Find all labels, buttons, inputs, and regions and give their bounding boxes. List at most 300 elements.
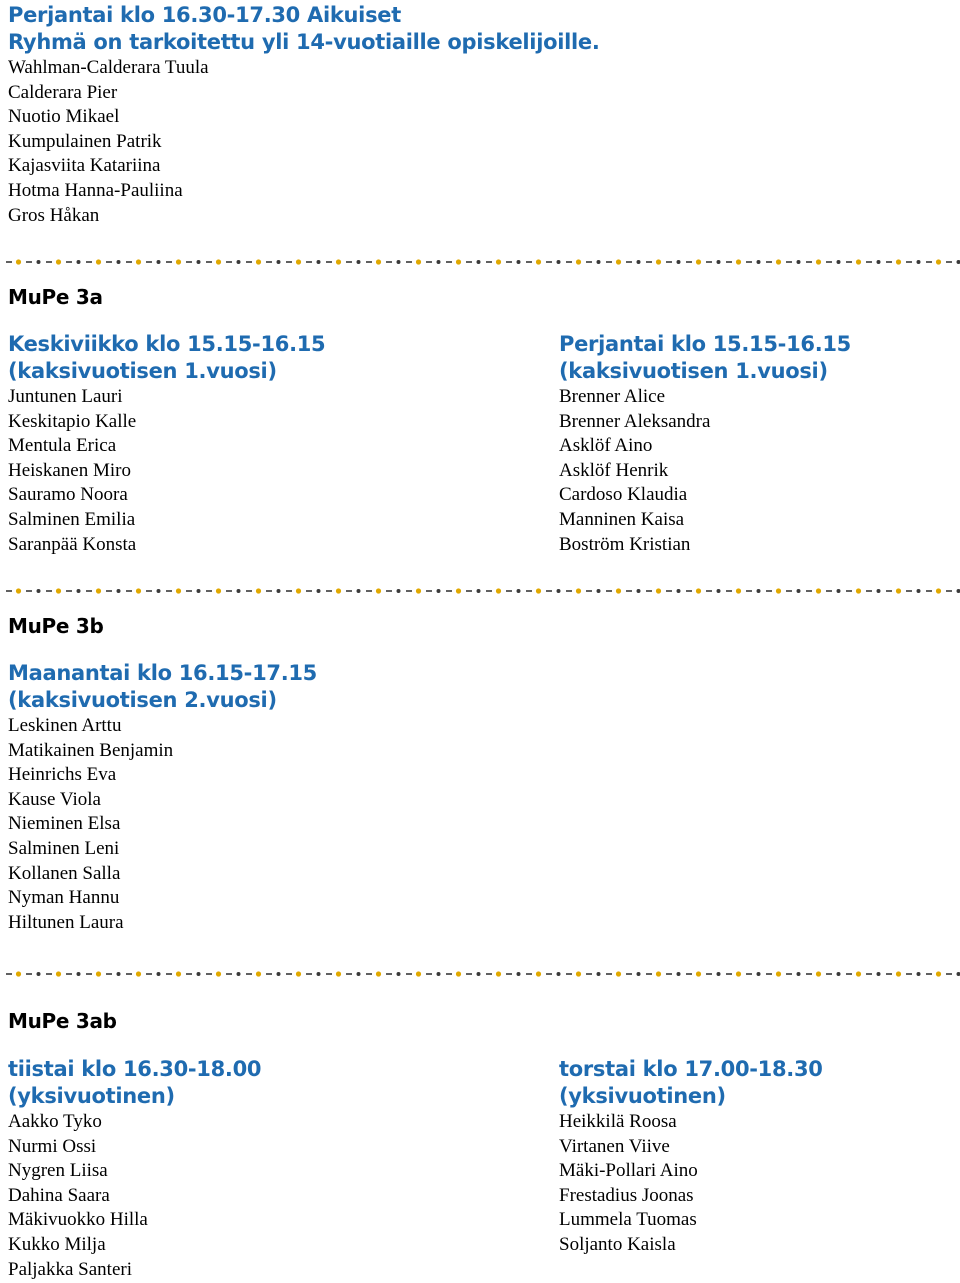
list-item: Kukko Milja (8, 1233, 106, 1255)
divider-dot (237, 260, 241, 264)
divider-dash (566, 973, 572, 975)
divider-dash (906, 973, 912, 975)
divider-dot (856, 588, 861, 593)
divider-dot (936, 259, 941, 264)
divider-dash (326, 973, 332, 975)
divider-dash (66, 261, 72, 263)
divider-dot (157, 589, 161, 593)
divider-dot (616, 971, 621, 976)
divider-dot (317, 589, 321, 593)
session-time: Maanantai klo 16.15-17.15 (8, 661, 317, 685)
divider-dash (626, 261, 632, 263)
divider-dot (496, 588, 501, 593)
divider-dot (797, 260, 801, 264)
name-list (559, 1110, 823, 1258)
divider-dash (46, 261, 52, 263)
divider-dot (357, 972, 361, 976)
divider-dash (526, 261, 532, 263)
divider-dash (786, 261, 792, 263)
list-item: Heinrichs Eva (8, 764, 117, 786)
ornamental-divider (0, 970, 960, 978)
divider-dash (46, 590, 52, 592)
list-item: Frestadius Joonas (559, 1184, 694, 1206)
divider-dot (776, 259, 781, 264)
divider-dot (637, 972, 641, 976)
list-item: Nurmi Ossi (8, 1135, 97, 1157)
divider-dash (926, 973, 932, 975)
divider-dot (136, 259, 141, 264)
divider-dash (666, 590, 672, 592)
divider-dash (286, 590, 292, 592)
list-item: Gros Håkan (8, 204, 100, 226)
list-item: Saranpää Konsta (8, 533, 137, 555)
divider-dash (606, 261, 612, 263)
list-item: Kollanen Salla (8, 862, 121, 884)
divider-dash (506, 261, 512, 263)
divider-dash (166, 590, 172, 592)
list-item: Nyman Hannu (8, 887, 120, 909)
divider-dash (286, 261, 292, 263)
divider-dash (906, 590, 912, 592)
divider-dash (46, 973, 52, 975)
divider-dot (256, 259, 261, 264)
session-3ab-tuesday (8, 1056, 261, 1282)
divider-dot (776, 588, 781, 593)
divider-dot (776, 971, 781, 976)
divider-dot (16, 588, 21, 593)
divider-dash (306, 973, 312, 975)
list-item: Kumpulainen Patrik (8, 130, 162, 152)
divider-dash (806, 261, 812, 263)
divider-dot (616, 588, 621, 593)
divider-dot (736, 971, 741, 976)
intro-title: Perjantai klo 16.30-17.30 Aikuiset (8, 3, 401, 27)
divider-dash (706, 590, 712, 592)
divider-dash (686, 590, 692, 592)
divider-dash (406, 590, 412, 592)
list-item: Aakko Tyko (8, 1111, 102, 1132)
divider-dash (226, 590, 232, 592)
list-item: Mäkivuokko Hilla (8, 1209, 148, 1231)
divider-dot (656, 259, 661, 264)
divider-dash (846, 261, 852, 263)
divider-dash (386, 261, 392, 263)
list-item: Heiskanen Miro (8, 459, 131, 481)
list-item: Boström Kristian (559, 533, 691, 555)
divider-dot (77, 260, 81, 264)
divider-dash (886, 261, 892, 263)
divider-dot (437, 589, 441, 593)
divider-dot (896, 259, 901, 264)
session-course: (yksivuotinen) (559, 1084, 726, 1108)
divider-dash (646, 590, 652, 592)
list-item: Nuotio Mikael (8, 106, 120, 128)
divider-dash (246, 261, 252, 263)
divider-dash (426, 590, 432, 592)
divider-dot (917, 972, 921, 976)
divider-dot (936, 971, 941, 976)
divider-dot (77, 589, 81, 593)
divider-dash (106, 590, 112, 592)
divider-dot (856, 259, 861, 264)
divider-dot (117, 260, 121, 264)
list-item: Brenner Alice (559, 386, 666, 407)
divider-dash (266, 590, 272, 592)
divider-dash (826, 590, 832, 592)
divider-dash (146, 261, 152, 263)
divider-dash (446, 261, 452, 263)
list-item: Manninen Kaisa (559, 508, 685, 530)
divider-dot (536, 588, 541, 593)
list-item: Juntunen Lauri (8, 386, 123, 407)
divider-dash (506, 973, 512, 975)
divider-dot (37, 260, 41, 264)
divider-dash (226, 261, 232, 263)
divider-dash (826, 261, 832, 263)
divider-dash (26, 973, 32, 975)
divider-dot (256, 588, 261, 593)
name-list (8, 385, 325, 557)
divider-dot (717, 260, 721, 264)
list-item: Soljanto Kaisla (559, 1233, 676, 1255)
divider-dot (837, 589, 841, 593)
divider-dash (66, 973, 72, 975)
divider-dash (86, 590, 92, 592)
divider-dot (696, 259, 701, 264)
divider-dot (416, 588, 421, 593)
divider-dot (837, 972, 841, 976)
divider-dot (397, 589, 401, 593)
divider-dash (166, 261, 172, 263)
divider-dash (706, 261, 712, 263)
divider-dot (16, 259, 21, 264)
divider-dash (406, 973, 412, 975)
divider-dot (317, 972, 321, 976)
divider-dash (206, 590, 212, 592)
divider-dot (637, 260, 641, 264)
divider-dash (546, 261, 552, 263)
name-list (8, 714, 317, 935)
divider-dot (757, 972, 761, 976)
divider-dash (586, 590, 592, 592)
divider-dot (957, 972, 960, 976)
divider-dot (757, 260, 761, 264)
session-3ab-thursday (559, 1056, 823, 1258)
divider-dot (736, 259, 741, 264)
divider-dot (176, 971, 181, 976)
name-list (8, 1110, 261, 1282)
list-item: Matikainen Benjamin (8, 739, 174, 761)
divider-dash (666, 261, 672, 263)
divider-dot (37, 589, 41, 593)
group-title-3ab: MuPe 3ab (8, 1009, 117, 1033)
divider-dot (616, 259, 621, 264)
divider-dash (526, 590, 532, 592)
session-3a-wednesday (8, 331, 325, 557)
divider-dot (856, 971, 861, 976)
list-item: Nieminen Elsa (8, 813, 121, 835)
session-course: (kaksivuotisen 1.vuosi) (8, 359, 277, 383)
list-item: Brenner Aleksandra (559, 410, 711, 432)
divider-dash (346, 973, 352, 975)
divider-dash (146, 590, 152, 592)
divider-dash (506, 590, 512, 592)
divider-dot (957, 589, 960, 593)
divider-dash (486, 261, 492, 263)
divider-dot (637, 589, 641, 593)
divider-dot (136, 588, 141, 593)
divider-dot (56, 259, 61, 264)
divider-dot (437, 972, 441, 976)
divider-dash (226, 973, 232, 975)
divider-dash (26, 261, 32, 263)
ornamental-divider (0, 258, 960, 266)
divider-dash (926, 590, 932, 592)
divider-dot (597, 589, 601, 593)
divider-dash (426, 261, 432, 263)
divider-dot (336, 971, 341, 976)
divider-dot (416, 259, 421, 264)
divider-dot (216, 588, 221, 593)
divider-dot (656, 588, 661, 593)
divider-dash (826, 973, 832, 975)
divider-dash (386, 973, 392, 975)
divider-dot (576, 971, 581, 976)
divider-dot (357, 260, 361, 264)
divider-dot (557, 260, 561, 264)
list-item: Asklöf Aino (559, 435, 653, 457)
divider-dash (726, 261, 732, 263)
divider-dot (376, 259, 381, 264)
divider-dash (306, 590, 312, 592)
divider-dot (336, 588, 341, 593)
divider-dot (216, 259, 221, 264)
divider-dash (106, 973, 112, 975)
divider-dash (666, 973, 672, 975)
divider-dot (656, 971, 661, 976)
divider-dot (496, 971, 501, 976)
divider-dot (477, 972, 481, 976)
intro-name-list (8, 56, 600, 228)
list-item: Leskinen Arttu (8, 715, 122, 736)
divider-dot (717, 972, 721, 976)
divider-dot (136, 971, 141, 976)
divider-dash (646, 973, 652, 975)
intro-subtitle: Ryhmä on tarkoitettu yli 14-vuotiaille opiskelijoille. (8, 30, 600, 54)
divider-dot (536, 259, 541, 264)
divider-dot (677, 260, 681, 264)
divider-dot (696, 971, 701, 976)
session-3b-monday (8, 660, 317, 935)
list-item: Mentula Erica (8, 435, 117, 457)
divider-dash (926, 261, 932, 263)
divider-dash (526, 973, 532, 975)
list-item: Kause Viola (8, 788, 101, 810)
divider-dot (757, 589, 761, 593)
divider-dash (6, 261, 12, 263)
divider-dot (797, 589, 801, 593)
divider-dash (546, 973, 552, 975)
divider-dash (246, 590, 252, 592)
divider-dash (606, 973, 612, 975)
divider-dot (677, 589, 681, 593)
divider-dot (197, 589, 201, 593)
divider-dash (566, 261, 572, 263)
name-list (559, 385, 851, 557)
divider-dash (146, 973, 152, 975)
divider-dot (437, 260, 441, 264)
divider-dot (96, 259, 101, 264)
divider-dot (896, 588, 901, 593)
divider-dash (806, 590, 812, 592)
divider-dash (326, 261, 332, 263)
divider-dot (936, 588, 941, 593)
divider-dot (896, 971, 901, 976)
divider-dot (317, 260, 321, 264)
divider-dot (56, 588, 61, 593)
divider-dot (917, 589, 921, 593)
divider-dash (206, 973, 212, 975)
divider-dash (486, 973, 492, 975)
divider-dash (6, 590, 12, 592)
divider-dash (126, 590, 132, 592)
divider-dash (326, 590, 332, 592)
divider-dash (346, 590, 352, 592)
list-item: Salminen Leni (8, 837, 120, 859)
list-item: Salminen Emilia (8, 508, 136, 530)
divider-dash (786, 590, 792, 592)
divider-dash (446, 973, 452, 975)
divider-dash (586, 973, 592, 975)
divider-dash (686, 261, 692, 263)
divider-dot (877, 972, 881, 976)
group-title-3b: MuPe 3b (8, 614, 104, 638)
divider-dash (466, 261, 472, 263)
divider-dash (566, 590, 572, 592)
list-item: Hiltunen Laura (8, 911, 124, 933)
divider-dot (816, 971, 821, 976)
divider-dot (696, 588, 701, 593)
divider-dot (277, 972, 281, 976)
list-item: Virtanen Viive (559, 1135, 670, 1157)
divider-dot (296, 971, 301, 976)
divider-dot (456, 259, 461, 264)
divider-dash (466, 590, 472, 592)
divider-dot (216, 971, 221, 976)
divider-dash (906, 261, 912, 263)
divider-dot (256, 971, 261, 976)
divider-dash (246, 973, 252, 975)
divider-dot (197, 972, 201, 976)
divider-dash (26, 590, 32, 592)
divider-dot (816, 259, 821, 264)
divider-dash (866, 973, 872, 975)
divider-dash (126, 261, 132, 263)
divider-dot (517, 589, 521, 593)
divider-dot (456, 588, 461, 593)
divider-dash (306, 261, 312, 263)
divider-dash (426, 973, 432, 975)
divider-dot (816, 588, 821, 593)
divider-dot (117, 972, 121, 976)
divider-dot (597, 260, 601, 264)
divider-dot (576, 259, 581, 264)
divider-dot (296, 259, 301, 264)
list-item: Sauramo Noora (8, 484, 128, 506)
divider-dot (877, 260, 881, 264)
divider-dot (557, 589, 561, 593)
session-time: torstai klo 17.00-18.30 (559, 1057, 823, 1081)
divider-dot (456, 971, 461, 976)
divider-dash (186, 973, 192, 975)
divider-dot (917, 260, 921, 264)
divider-dash (726, 973, 732, 975)
divider-dash (886, 590, 892, 592)
list-item: Lummela Tuomas (559, 1209, 697, 1231)
divider-dash (746, 261, 752, 263)
divider-dot (16, 971, 21, 976)
divider-dash (126, 973, 132, 975)
divider-dash (366, 973, 372, 975)
list-item: Nygren Liisa (8, 1160, 108, 1182)
divider-dash (746, 590, 752, 592)
divider-dot (416, 971, 421, 976)
divider-dash (86, 973, 92, 975)
intro-section (8, 2, 600, 228)
divider-dot (677, 972, 681, 976)
divider-dash (6, 973, 12, 975)
session-course: (yksivuotinen) (8, 1084, 175, 1108)
divider-dash (446, 590, 452, 592)
divider-dot (77, 972, 81, 976)
divider-dot (837, 260, 841, 264)
divider-dash (486, 590, 492, 592)
divider-dash (366, 590, 372, 592)
divider-dot (877, 589, 881, 593)
divider-dot (576, 588, 581, 593)
divider-dash (266, 973, 272, 975)
divider-dash (166, 973, 172, 975)
list-item: Keskitapio Kalle (8, 410, 137, 432)
divider-dash (806, 973, 812, 975)
divider-dot (517, 260, 521, 264)
divider-dot (336, 259, 341, 264)
divider-dot (536, 971, 541, 976)
session-course: (kaksivuotisen 1.vuosi) (559, 359, 828, 383)
divider-dot (397, 972, 401, 976)
divider-dot (557, 972, 561, 976)
divider-dash (86, 261, 92, 263)
divider-dash (66, 590, 72, 592)
session-3a-friday (559, 331, 851, 557)
divider-dash (766, 261, 772, 263)
divider-dash (406, 261, 412, 263)
divider-dash (946, 590, 952, 592)
divider-dot (517, 972, 521, 976)
session-time: Perjantai klo 15.15-16.15 (559, 332, 851, 356)
divider-dash (186, 590, 192, 592)
list-item: Wahlman-Calderara Tuula (8, 57, 209, 78)
divider-dot (397, 260, 401, 264)
divider-dot (96, 971, 101, 976)
list-item: Calderara Pier (8, 81, 118, 103)
divider-dash (346, 261, 352, 263)
divider-dash (886, 973, 892, 975)
list-item: Asklöf Henrik (559, 459, 669, 481)
divider-dash (846, 973, 852, 975)
divider-dash (946, 973, 952, 975)
list-item: Dahina Saara (8, 1184, 110, 1206)
